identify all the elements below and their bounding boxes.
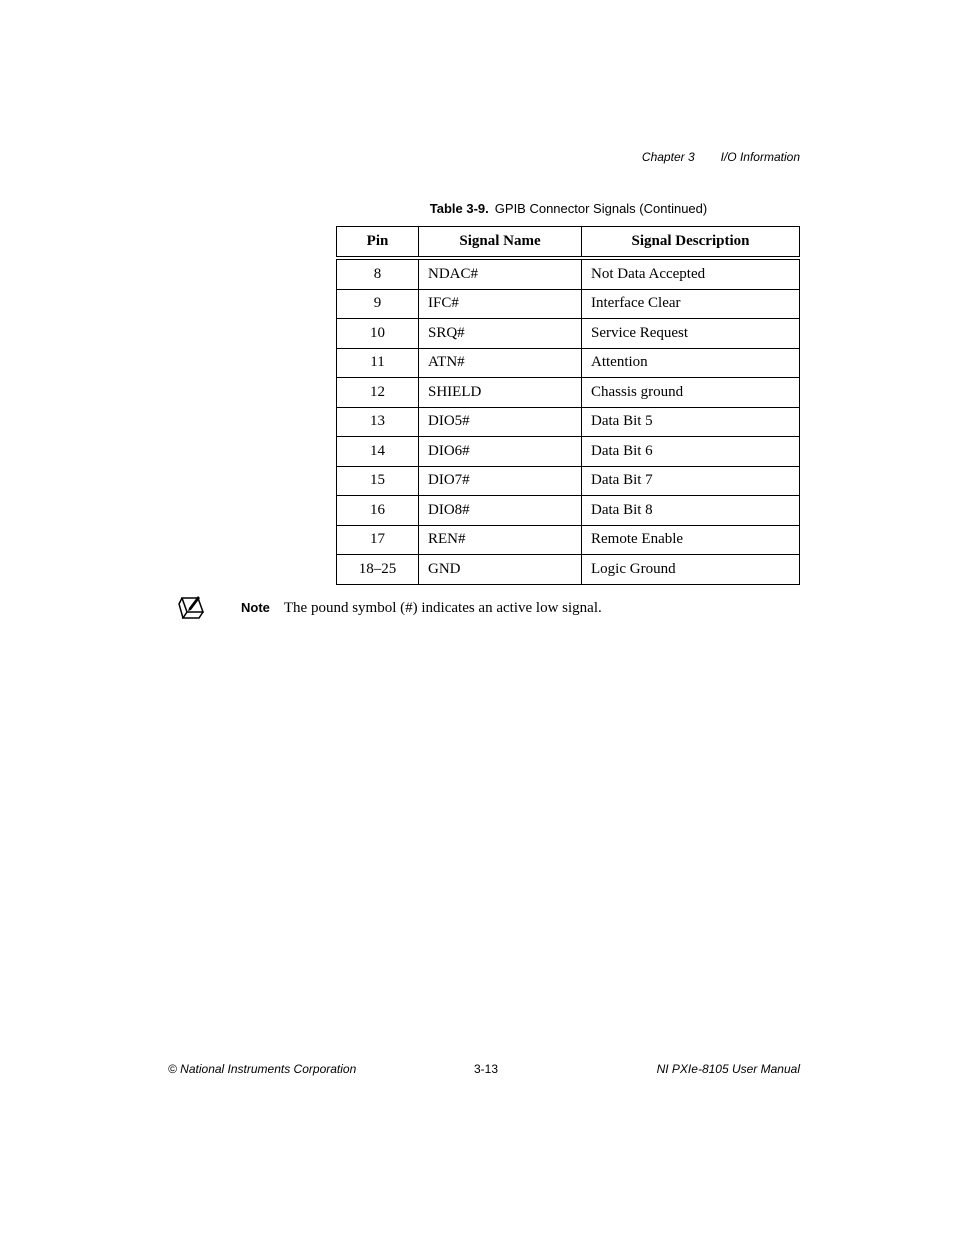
signal-description-cell: Remote Enable <box>582 525 800 555</box>
signal-description-cell: Data Bit 7 <box>582 466 800 496</box>
signal-description-cell: Service Request <box>582 319 800 349</box>
pin-cell: 16 <box>337 496 419 526</box>
table-row <box>337 525 800 555</box>
signal-name-cell: SRQ# <box>419 319 582 349</box>
pin-cell: 14 <box>337 437 419 467</box>
signal-description-cell: Logic Ground <box>582 555 800 585</box>
signal-description-cell: Chassis ground <box>582 378 800 408</box>
table-row <box>337 407 800 437</box>
signal-name-cell: GND <box>419 555 582 585</box>
signal-name-cell: DIO7# <box>419 466 582 496</box>
pin-cell: 15 <box>337 466 419 496</box>
pin-cell: 17 <box>337 525 419 555</box>
signal-description-cell: Data Bit 5 <box>582 407 800 437</box>
signal-description-cell: Interface Clear <box>582 289 800 319</box>
signal-name-cell: REN# <box>419 525 582 555</box>
note-label: Note <box>241 600 270 615</box>
signal-description-cell: Not Data Accepted <box>582 258 800 289</box>
page-number: 3-13 <box>474 1062 499 1076</box>
table-header-row <box>337 227 800 259</box>
running-header <box>642 150 800 164</box>
table-row <box>337 496 800 526</box>
signal-name-cell: ATN# <box>419 348 582 378</box>
note-icon <box>176 594 206 622</box>
signal-name-cell: SHIELD <box>419 378 582 408</box>
section-title: I/O Information <box>720 150 800 164</box>
table-row <box>337 348 800 378</box>
chapter-label: Chapter 3 <box>641 150 695 164</box>
footer-manual-title: NI PXIe-8105 User Manual <box>656 1062 800 1076</box>
table-row <box>337 466 800 496</box>
column-header-signal-name: Signal Name <box>419 227 582 259</box>
table-row <box>337 289 800 319</box>
signal-name-cell: DIO6# <box>419 437 582 467</box>
signal-description-cell: Data Bit 6 <box>582 437 800 467</box>
pin-cell: 10 <box>337 319 419 349</box>
pin-cell: 12 <box>337 378 419 408</box>
pin-cell: 8 <box>337 258 419 289</box>
table-row <box>337 258 800 289</box>
signal-name-cell: NDAC# <box>419 258 582 289</box>
table-row <box>337 437 800 467</box>
pin-cell: 9 <box>337 289 419 319</box>
footer-copyright: © National Instruments Corporation <box>168 1062 357 1076</box>
table-caption <box>337 201 800 216</box>
column-header-signal-description: Signal Description <box>582 227 800 259</box>
table-row <box>337 555 800 585</box>
pin-cell: 11 <box>337 348 419 378</box>
signal-description-cell: Data Bit 8 <box>582 496 800 526</box>
column-header-pin: Pin <box>337 227 419 259</box>
table-caption-label: Table 3-9. <box>429 201 489 216</box>
table-caption-text: GPIB Connector Signals (Continued) <box>494 201 708 216</box>
table-row <box>337 378 800 408</box>
signal-name-cell: IFC# <box>419 289 582 319</box>
table-row <box>337 319 800 349</box>
note-text: The pound symbol (#) indicates an active low signal. <box>283 600 602 616</box>
pin-cell: 18–25 <box>337 555 419 585</box>
signal-name-cell: DIO8# <box>419 496 582 526</box>
note <box>241 600 602 617</box>
pin-cell: 13 <box>337 407 419 437</box>
signal-name-cell: DIO5# <box>419 407 582 437</box>
signal-description-cell: Attention <box>582 348 800 378</box>
gpib-signal-table <box>336 226 800 585</box>
